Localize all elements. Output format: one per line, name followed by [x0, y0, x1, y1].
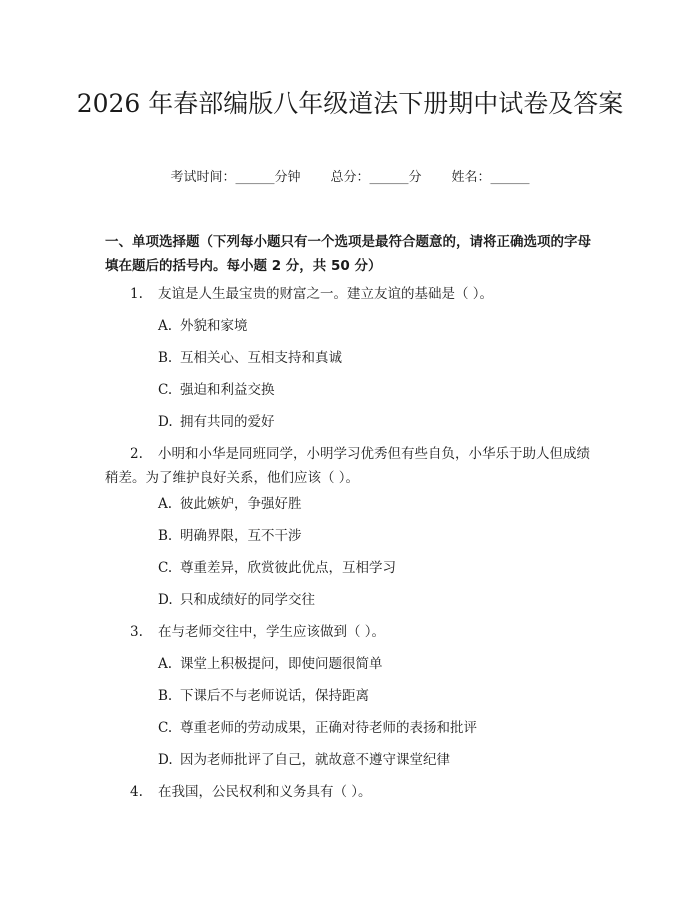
option-letter: D. [158, 414, 173, 430]
answer-option [158, 684, 598, 708]
question-text: 在与老师交往中，学生应该做到（ ）。 [158, 624, 386, 640]
option-letter: C. [158, 560, 173, 576]
option-letter: C. [158, 382, 173, 398]
question-item [105, 442, 600, 490]
answer-option [158, 588, 598, 612]
option-letter: B. [158, 688, 173, 704]
option-text: 外貌和家境 [180, 318, 248, 334]
option-letter: A. [158, 496, 173, 512]
option-letter: B. [158, 528, 173, 544]
option-letter: D. [158, 592, 173, 608]
question-number: 1. [130, 286, 143, 302]
page-title: 2026 年春部编版八年级道法下册期中试卷及答案 [76, 89, 624, 118]
option-letter: A. [158, 656, 173, 672]
option-text: 因为老师批评了自己，就故意不遵守课堂纪律 [180, 752, 450, 768]
answer-option [158, 378, 598, 402]
question-item [105, 780, 600, 804]
exam-info-line [0, 168, 700, 188]
question-text: 小明和小华是同班同学，小明学习优秀但有些自负，小华乐于助人但成绩稍差。为了维护良好关系，他们应该（ ）。 [105, 446, 590, 486]
option-letter: A. [158, 318, 173, 334]
answer-option [158, 748, 598, 772]
option-letter: C. [158, 720, 173, 736]
student-name-field: 姓名：______ [451, 170, 530, 185]
answer-option [158, 492, 598, 516]
answer-option [158, 346, 598, 370]
answer-option [158, 410, 598, 434]
answer-option [158, 314, 598, 338]
question-text: 友谊是人生最宝贵的财富之一。建立友谊的基础是（ ）。 [158, 286, 494, 302]
section-heading: 一、单项选择题（下列每小题只有一个选项是最符合题意的，请将正确选项的字母填在题后的括号内。每小题 2 分，共 50 分） [105, 234, 591, 274]
option-text: 明确界限，互不干涉 [180, 528, 302, 544]
option-text: 尊重老师的劳动成果，正确对待老师的表扬和批评 [180, 720, 477, 736]
option-letter: B. [158, 350, 173, 366]
question-text: 在我国，公民权利和义务具有（ ）。 [158, 784, 372, 800]
answer-option [158, 556, 598, 580]
question-item [105, 282, 600, 306]
exam-time-field: 考试时间：______分钟 [170, 170, 301, 185]
option-text: 只和成绩好的同学交往 [180, 592, 315, 608]
option-text: 下课后不与老师说话，保持距离 [180, 688, 369, 704]
answer-option [158, 652, 598, 676]
option-text: 课堂上积极提问，即使问题很简单 [180, 656, 383, 672]
option-text: 互相关心、互相支持和真诚 [180, 350, 342, 366]
total-score-field: 总分：______分 [330, 170, 422, 185]
answer-option [158, 716, 598, 740]
question-item [105, 620, 600, 644]
option-text: 尊重差异，欣赏彼此优点，互相学习 [180, 560, 396, 576]
question-number: 4. [130, 784, 143, 800]
option-text: 拥有共同的爱好 [180, 414, 275, 430]
question-number: 3. [130, 624, 143, 640]
question-number: 2. [130, 446, 143, 462]
option-letter: D. [158, 752, 173, 768]
option-text: 彼此嫉妒，争强好胜 [180, 496, 302, 512]
answer-option [158, 524, 598, 548]
option-text: 强迫和利益交换 [180, 382, 275, 398]
